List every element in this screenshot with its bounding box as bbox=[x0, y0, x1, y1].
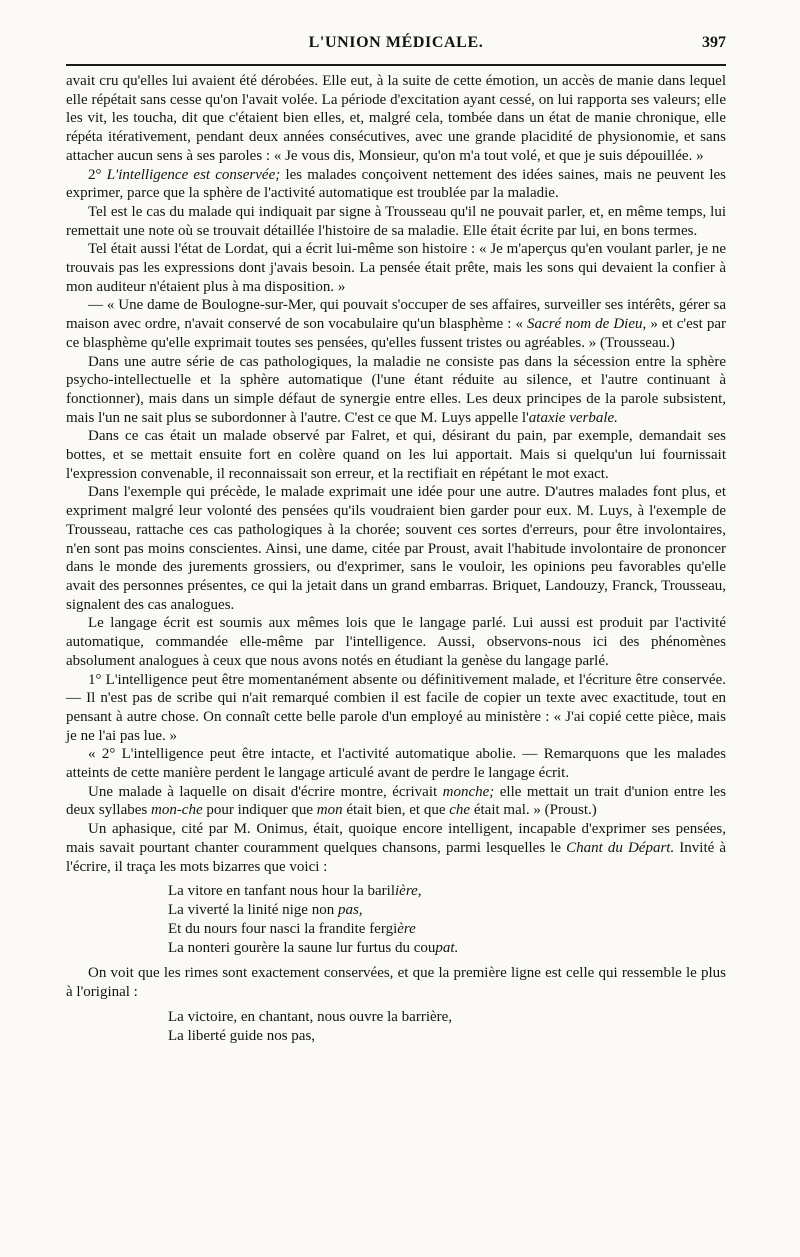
p12-h: che bbox=[449, 802, 471, 819]
paragraph-14: On voit que les rimes sont exactement conservées, et que la première ligne est celle qui ressemble le plus à l'original : bbox=[66, 965, 726, 1000]
verse-line-italic: pas, bbox=[337, 902, 363, 919]
paragraph-7: Dans ce cas était un malade observé par Falret, et qui, désirant du pain, par exemple, demandait ses bottes, et se mettait ensuite fort en colère quand on les lui apportait. Mais si quelqu'un lui fournissait l'expression convenable, il reconnaissait son erreur, et la rectifiait en répétant le mot exact. bbox=[66, 428, 726, 482]
paragraph-2-number: 2° bbox=[88, 166, 102, 183]
paragraph-4: Tel était aussi l'état de Lordat, qui a écrit lui-même son histoire : « Je m'aperçus qu'en voulant parler, je ne trouvais pas les expressions dont j'avais besoin. La pensée était prête, mais les sons qui devaient la confier à mon auditeur n'étaient plus à ma disposition. » bbox=[66, 241, 726, 295]
altered-verse bbox=[168, 882, 726, 958]
p13-b: Chant du Départ. bbox=[566, 839, 675, 856]
verse-line-text: La viverté la linité nige non bbox=[168, 902, 335, 919]
verse-line-text: La vitore en tanfant nous hour la baril bbox=[168, 883, 396, 900]
paragraph-2-text: les malades conçoivent nettement des idées saines, mais ne peuvent les exprimer, parce que la sphère de l'activité automatique est troublée par la maladie. bbox=[66, 166, 727, 202]
verse-line-text: La nonteri gourère la saune lur furtus du cou bbox=[168, 940, 436, 957]
p13-c: Invité à l'écrire, il traça les mots bizarres que voici : bbox=[66, 839, 727, 875]
paragraph-5-text: — « Une dame de Boulogne-sur-Mer, qui pouvait s'occuper de ses affaires, surveiller ses intérêts, gérer sa maison avec ordre, n'avait conservé de son vocabulaire qu'un blasphème : bbox=[66, 297, 726, 333]
paragraph-5 bbox=[66, 296, 726, 352]
p12-e: pour indiquer que bbox=[206, 802, 314, 819]
verse-line bbox=[168, 920, 726, 939]
paragraph-2 bbox=[66, 166, 726, 203]
paragraph-11: « 2° L'intelligence peut être intacte, et l'activité automatique abolie. — Remarquons que les malades atteints de cette manière perdent le langage articulé avant de perdre le langage écrit. bbox=[66, 746, 726, 782]
p12-i: était mal. » (Proust.) bbox=[473, 802, 597, 819]
paragraph-6 bbox=[66, 353, 726, 428]
paragraph-6-text: Dans une autre série de cas pathologiques, la maladie ne consiste pas dans la sécession entre la sphère psycho-intellectuelle et la sphère automatique (l'une étant réduite au silence, et l'autre continuant à fonctionner), mais dans un simple défaut de synergie entre elles. Les deux principes de la parole subsistent, mais l'un ne sait plus se subordonner à l'autre. C'est ce que M. Luys appelle l' bbox=[66, 353, 726, 426]
verse-line-text: Et du nours four nasci la frandite fergi bbox=[168, 921, 398, 938]
article-body bbox=[66, 72, 726, 1046]
header-rule bbox=[66, 64, 726, 66]
journal-title: L'UNION MÉDICALE. bbox=[308, 34, 484, 51]
verse-line-italic: ère bbox=[397, 921, 416, 938]
paragraph-1: avait cru qu'elles lui avaient été dérobées. Elle eut, à la suite de cette émotion, un accès de manie dans lequel elle répétait sans cesse qu'on l'avait volée. La période d'excitation ayant cessé, on lui rapporta ses valeurs; elle les vit, les toucha, dit que c'étaient bien elles, et, malgré cela, tombée dans un état de manie chronique, elle répéta itérativement, pendant deux années consécutives, avec une grande placidité de physionomie, et sans attacher aucun sens à ses paroles : « Je vous dis, Monsieur, qu'on m'a tout volé, et que je suis dépouillée. » bbox=[66, 73, 726, 164]
p12-b: monche; bbox=[442, 783, 495, 800]
verse-line: La victoire, en chantant, nous ouvre la barrière, bbox=[168, 1008, 453, 1025]
paragraph-8: Dans l'exemple qui précède, le malade exprimait une idée pour une autre. D'autres malades font plus, et expriment malgré leur volonté des pensées qu'ils voudraient bien garder pour eux. M. Luys, à l'exemple de Trousseau, rattache ces cas pathologiques à la chorée; souvent ces sortes d'erreurs, pour être involontaires, n'en sont pas moins conscientes. Ainsi, une dame, citée par Proust, avait l'habitude involontaire de prononcer dans le monde des jurements grossiers, ou d'exprimer, sans le vouloir, les opinions peu favorables qu'elle avait des personnes présentes, ce qui la jetait dans un grand embarras. Briquet, Landouzy, Franck, Trousseau, signalent des cas analogues. bbox=[66, 484, 726, 613]
paragraph-5-italic: Sacré nom de Dieu, bbox=[527, 316, 647, 333]
verse-line-italic: pat. bbox=[435, 940, 459, 957]
verse-line bbox=[168, 882, 726, 901]
paragraph-6-italic: ataxie verbale. bbox=[528, 409, 618, 426]
p12-c: elle mettait un trait d'union entre les deux syllabes bbox=[66, 783, 727, 819]
verse-line bbox=[168, 939, 726, 958]
p12-a: Une malade à laquelle on disait d'écrire montre, écrivait bbox=[88, 783, 438, 800]
paragraph-5-rest: » et c'est par ce blasphème qu'elle exprimait toutes ses pensées, qu'elles fussent tristes ou agréables. » (Trousseau.) bbox=[66, 316, 726, 351]
verse-line bbox=[168, 901, 726, 920]
p12-g: était bien, et que bbox=[346, 802, 446, 819]
paragraph-5-quote-open: « bbox=[515, 316, 523, 333]
p12-f: mon bbox=[316, 802, 343, 819]
paragraph-2-italic: L'intelligence est conservée; bbox=[106, 166, 281, 183]
verse-line: La liberté guide nos pas, bbox=[168, 1027, 316, 1044]
paragraph-3: Tel est le cas du malade qui indiquait par signe à Trousseau qu'il ne pouvait parler, et, en même temps, lui remettait une note où se trouvait détaillée l'histoire de sa maladie. Elle était écrite par lui, en bons termes. bbox=[66, 203, 726, 239]
page-number: 397 bbox=[702, 34, 726, 51]
paragraph-12 bbox=[66, 783, 726, 820]
paragraph-9: Le langage écrit est soumis aux mêmes lois que le langage parlé. Lui aussi est produit par l'activité automatique, commandée elle-même par l'intelligence. Aussi, observons-nous ici des phénomènes absolument analogues à ceux que nous avons notés en étudiant la genèse du langage parlé. bbox=[66, 615, 726, 669]
page-header bbox=[66, 34, 726, 60]
p12-d: mon-che bbox=[150, 802, 203, 819]
verse-line-italic: ière, bbox=[395, 883, 422, 900]
original-verse bbox=[168, 1008, 726, 1046]
p13-a: Un aphasique, cité par M. Onimus, était, quoique encore intelligent, incapable d'exprimer ses pensées, mais savait pourtant chanter couramment quelques chansons, parmi lesquelles le bbox=[66, 821, 726, 856]
paragraph-13 bbox=[66, 820, 726, 876]
paragraph-10: 1° L'intelligence peut être momentanément absente ou définitivement malade, et l'écriture être conservée. — Il n'est pas de scribe qui n'ait remarqué combien il est facile de copier un texte avec exactitude, tout en pensant à autre chose. On connaît cette belle parole d'un employé au ministère : « J'ai copié cette pièce, mais je ne l'ai pas lue. » bbox=[66, 671, 726, 744]
